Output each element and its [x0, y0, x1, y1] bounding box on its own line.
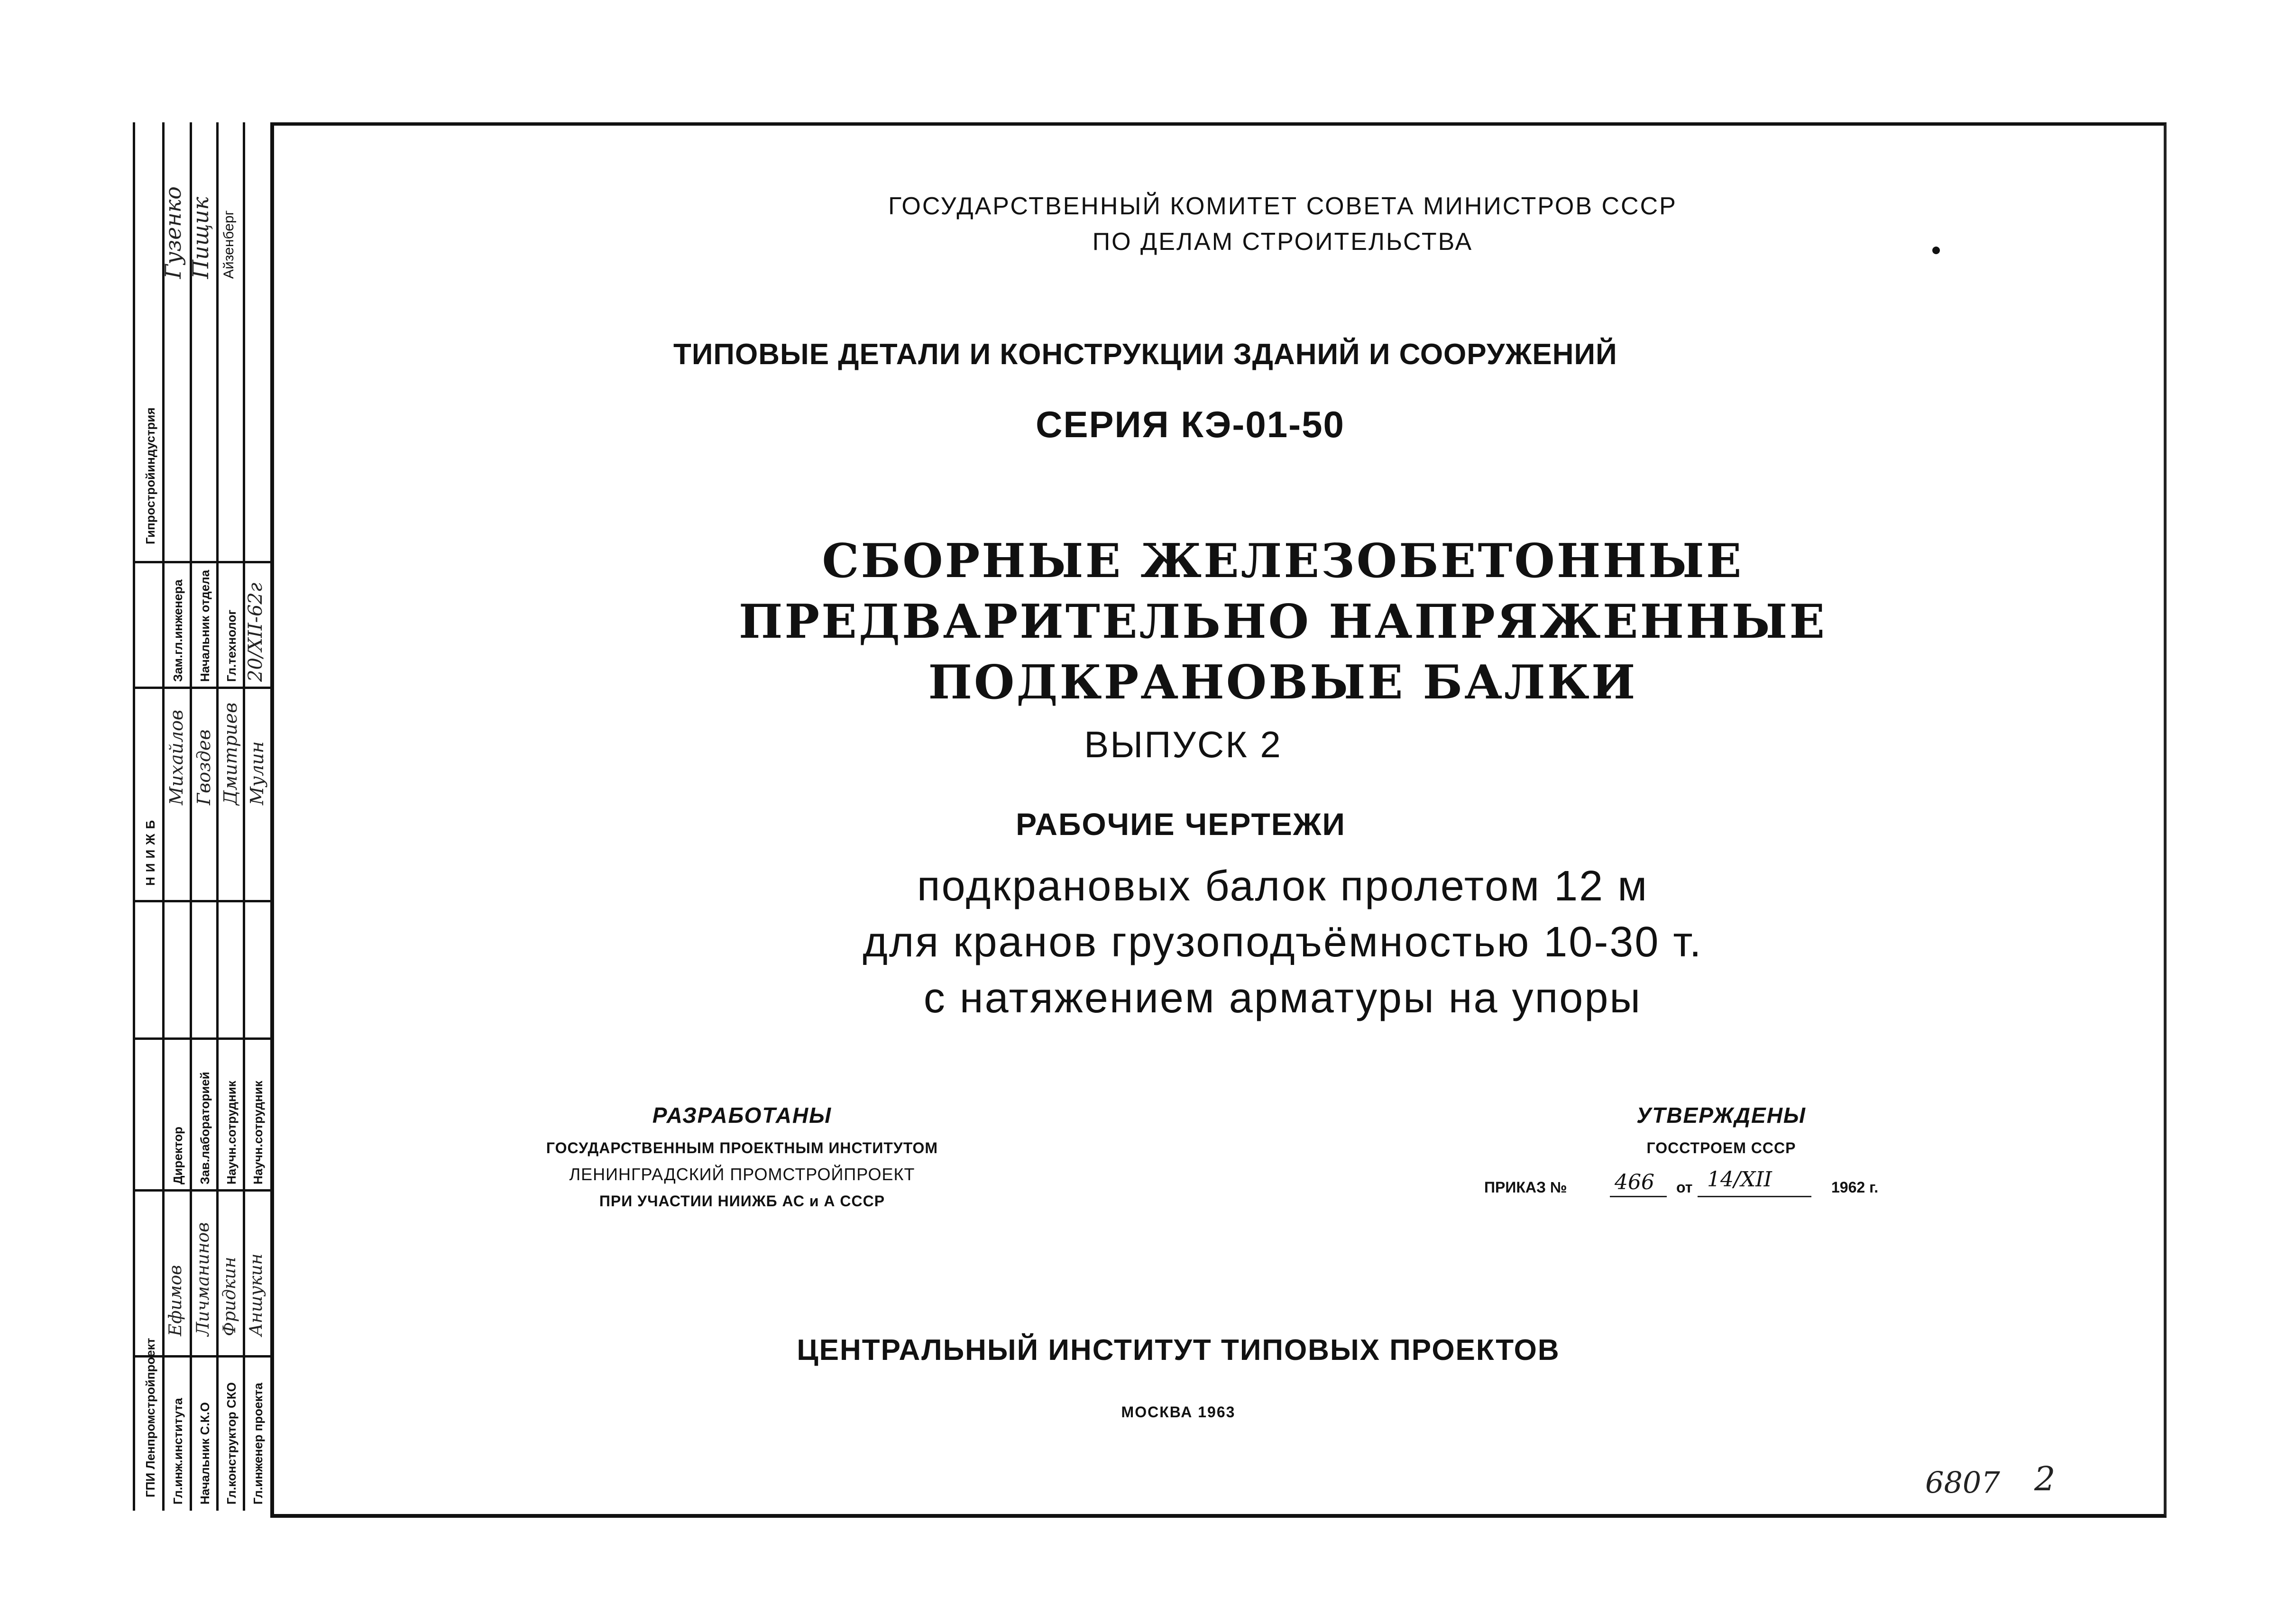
- description-line-2: для кранов грузоподъёмностью 10-30 т.: [863, 918, 1703, 966]
- title-line-3: ПОДКРАНОВЫЕ БАЛКИ: [928, 655, 1637, 710]
- institute-name: ЦЕНТРАЛЬНЫЙ ИНСТИТУТ ТИПОВЫХ ПРОЕКТОВ: [797, 1334, 1560, 1367]
- stamp-org-top: Гипростройиндустрия: [143, 407, 157, 544]
- order-date: 14/XII: [1707, 1167, 1772, 1192]
- stamp-name: Фридкин: [220, 1257, 239, 1336]
- stamp-role: Зав.лабораторией: [198, 1072, 212, 1184]
- corner-page: 2: [2034, 1459, 2056, 1498]
- stamp-row-divider-5: [133, 1189, 270, 1192]
- approved-heading: УТВЕРЖДЕНЫ: [1636, 1103, 1806, 1128]
- corner-number: 6807: [1925, 1465, 2000, 1500]
- stamp-role: Директор: [171, 1126, 185, 1184]
- stamp-divider-1: [162, 122, 165, 1511]
- ink-dot: [1932, 247, 1940, 254]
- stamp-name: Мулин: [247, 741, 267, 805]
- stamp-name: Михайлов: [166, 709, 187, 805]
- org-line-1: ГОСУДАРСТВЕННЫЙ КОМИТЕТ СОВЕТА МИНИСТРОВ СССР: [888, 193, 1677, 220]
- stamp-role: Начальник отдела: [198, 569, 212, 682]
- developed-line-1: ГОСУДАРСТВЕННЫМ ПРОЕКТНЫМ ИНСТИТУТОМ: [546, 1139, 938, 1156]
- order-date-underline: [1698, 1196, 1811, 1197]
- title-line-2: ПРЕДВАРИТЕЛЬНО НАПРЯЖЕННЫЕ: [738, 595, 1827, 649]
- stamp-row-divider-2: [133, 687, 270, 689]
- order-year: 1962 г.: [1831, 1179, 1879, 1196]
- stamp-divider-3: [216, 122, 219, 1511]
- stamp-sign-date: 20/XII-62г: [245, 582, 266, 682]
- developed-heading: РАЗРАБОТАНЫ: [652, 1103, 832, 1128]
- title-stamp-block: [133, 122, 270, 1511]
- stamp-divider-4: [243, 122, 245, 1511]
- description-line-1: подкрановых балок пролетом 12 м: [917, 862, 1649, 910]
- issue-number: ВЫПУСК 2: [1084, 724, 1282, 765]
- stamp-row-divider-1: [133, 561, 270, 563]
- stamp-org-mid: НИИЖБ: [143, 815, 157, 886]
- approved-block: [1541, 1102, 1901, 1161]
- stamp-role: Научн.сотрудник: [224, 1081, 239, 1184]
- stamp-role: Научн.сотрудник: [251, 1081, 265, 1184]
- order-number: 466: [1615, 1170, 1654, 1194]
- stamp-name: Аншукин: [247, 1253, 266, 1336]
- stamp-name: Ефимов: [166, 1265, 185, 1336]
- stamp-name: Пищик: [188, 197, 213, 279]
- org-line-2: ПО ДЕЛАМ СТРОИТЕЛЬСТВА: [1092, 228, 1473, 256]
- title-line-1: СБОРНЫЕ ЖЕЛЕЗОБЕТОННЫЕ: [822, 534, 1744, 588]
- city-year: МОСКВА 1963: [1121, 1404, 1236, 1421]
- stamp-role: Гл.технолог: [224, 609, 239, 682]
- stamp-role: Гл.конструктор СКО: [224, 1382, 239, 1505]
- stamp-name: Дмитриев: [220, 702, 241, 805]
- description-line-3: с натяжением арматуры на упоры: [923, 974, 1642, 1022]
- approved-line-1: ГОССТРОЕМ СССР: [1646, 1139, 1796, 1156]
- stamp-row-divider-4: [133, 1037, 270, 1040]
- stamp-org-bottom: ГПИ Ленпромстройпроект: [143, 1338, 157, 1497]
- stamp-row-divider-3: [133, 900, 270, 902]
- stamp-name: Личманинов: [193, 1222, 213, 1336]
- series-heading: ТИПОВЫЕ ДЕТАЛИ И КОНСТРУКЦИИ ЗДАНИЙ И СООРУЖЕНИЙ: [673, 338, 1617, 371]
- developed-line-2: ЛЕНИНГРАДСКИЙ ПРОМСТРОЙПРОЕКТ: [569, 1165, 915, 1184]
- stamp-name: Айзенберг: [221, 210, 237, 279]
- stamp-name: Гузенко: [160, 186, 186, 279]
- order-prefix: ПРИКАЗ №: [1484, 1179, 1567, 1196]
- stamp-divider-2: [190, 122, 192, 1511]
- stamp-name: Гвоздев: [193, 729, 214, 805]
- series-code: СЕРИЯ КЭ-01-50: [1036, 404, 1345, 445]
- stamp-border-left: [133, 122, 135, 1511]
- order-number-underline: [1610, 1196, 1667, 1197]
- stamp-role: Гл.инж.института: [171, 1398, 185, 1505]
- working-drawings: РАБОЧИЕ ЧЕРТЕЖИ: [1016, 807, 1346, 842]
- stamp-role: Гл.инженер проекта: [251, 1383, 265, 1505]
- developed-line-3: ПРИ УЧАСТИИ НИИЖБ АС и А СССР: [599, 1193, 885, 1210]
- order-from: от: [1676, 1179, 1693, 1196]
- stamp-role: Начальник С.К.О: [198, 1402, 212, 1505]
- developed-block: [493, 1102, 991, 1214]
- stamp-role: Зам.гл.инженера: [171, 579, 185, 682]
